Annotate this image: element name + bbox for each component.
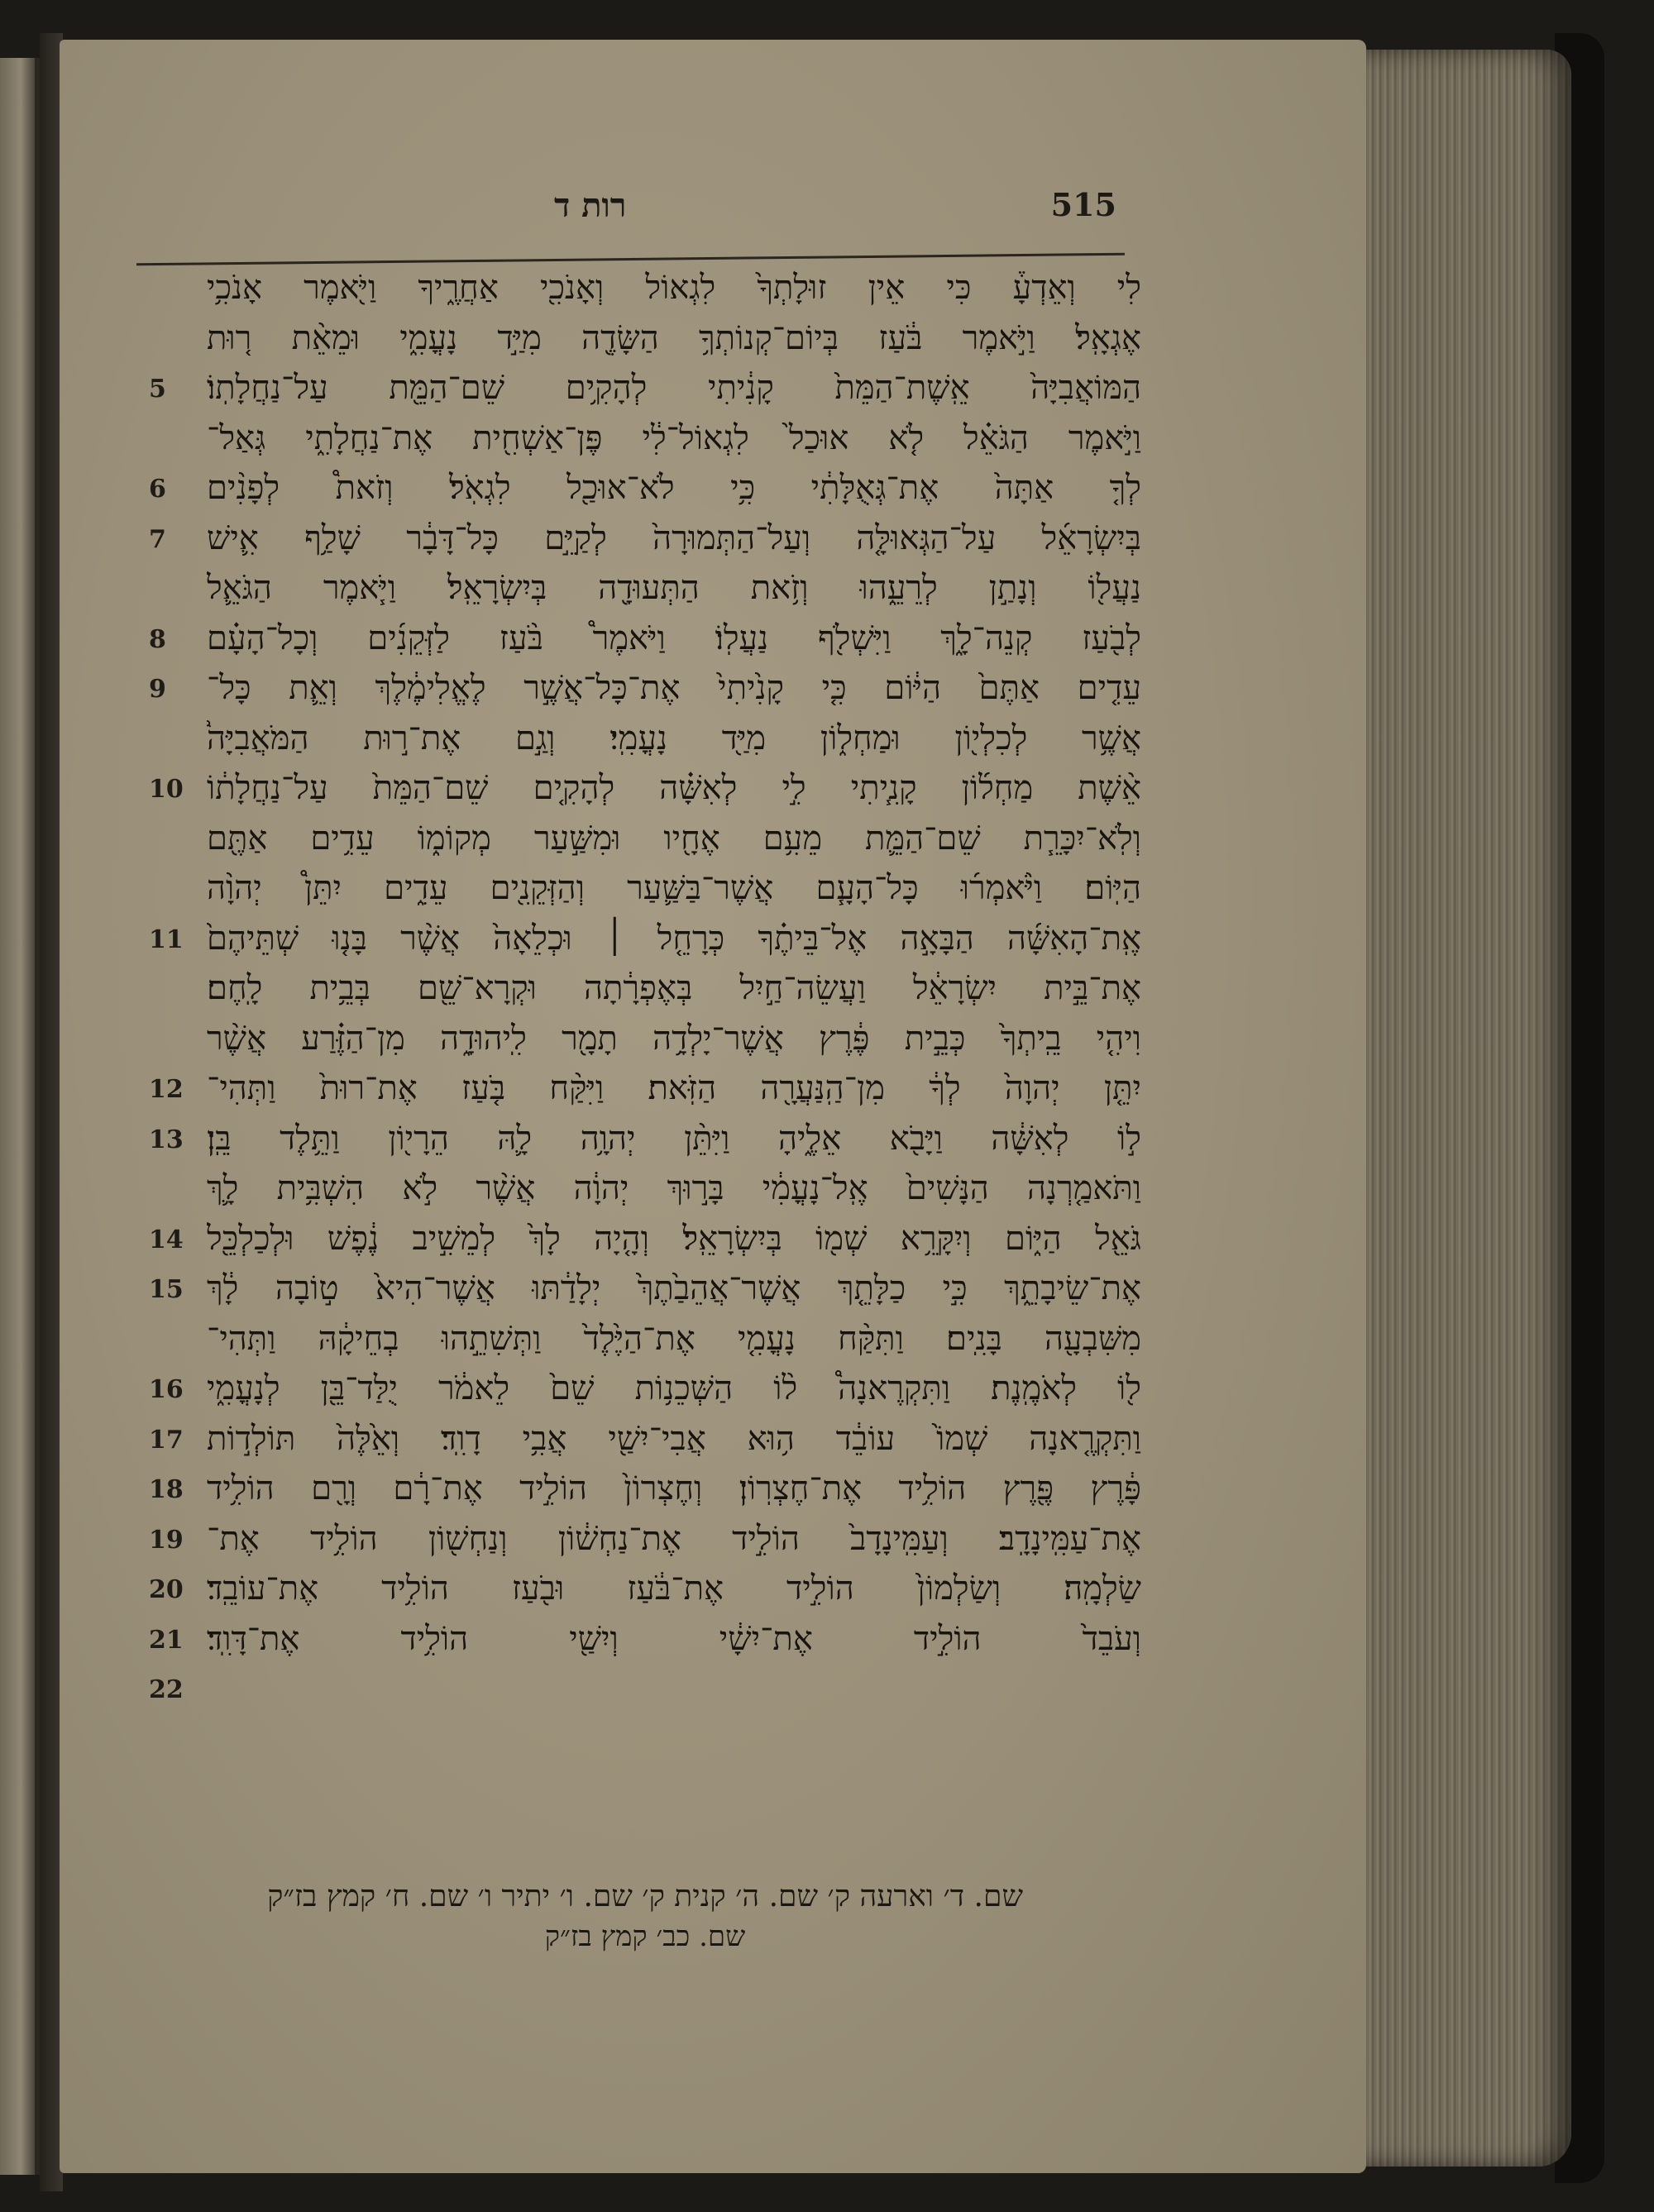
previous-page-edge: [0, 58, 40, 2175]
verse-line-text: גֹּאֵ֖ל הַיּ֑וֹם וְיִקָּרֵ֥א שְׁמ֖וֹ בְּיִשְׂרָאֵֽל׃ וְהָ֤יָה לָךְ֙ לְמֵשִׁ֣יב נֶ֔פֶשׁ וּלְכַלְכֵּ֖ל: [207, 1219, 1141, 1258]
verse-number: 7: [149, 524, 166, 554]
masoretic-notes: [182, 1877, 1108, 1956]
text-line: [149, 1063, 1141, 1114]
verse-number: 21: [149, 1625, 184, 1655]
verse-line-text: שַׂלְמָֽה׃ וְשַׂלְמוֹן֙ הוֹלִ֣יד אֶת־בֹּ֔עַז וּבֹ֖עַז הוֹלִ֥יד אֶת־עוֹבֵֽד׃: [207, 1569, 1141, 1608]
text-line: [149, 814, 1141, 864]
verse-line-text: אֲשֶׁ֥ר לְכִלְי֖וֹן וּמַחְל֑וֹן מִיַּ֖ד נָעֳמִֽי׃ וְגַ֣ם אֶת־ר֣וּת הַמֹּאֲבִיָּה֩: [207, 719, 1141, 757]
text-line: [149, 614, 1141, 664]
verse-line-text: נַעֲל֖וֹ וְנָתַ֣ן לְרֵעֵ֑הוּ וְזֹ֥את הַתְּעוּדָ֖ה בְּיִשְׂרָאֵֽל׃ וַיֹּ֧אמֶר הַגֹּאֵ֛ל: [207, 569, 1141, 607]
verse-text-block: [149, 263, 1141, 1714]
text-line: [149, 914, 1141, 964]
verse-number: 11: [149, 924, 184, 954]
note-line: שם. ד׳ וארעה ק׳ שם. ה׳ קנית ק׳ שם. ו׳ יתיר ו׳ שם. ח׳ קמץ בז״ק: [267, 1880, 1023, 1913]
text-line: [149, 714, 1141, 764]
verse-number: 13: [149, 1125, 184, 1154]
verse-line-text: אֶת־שֵׂיבָתֵ֑ךְ כִּ֣י כַלָּתֵ֤ךְ אֲשֶׁר־אֲהֵבַ֙תֶךְ֙ יְלָדַ֔תּוּ אֲשֶׁר־הִיא֙ ט֣וֹבָה לָ֔ךְ: [207, 1269, 1141, 1307]
verse-line-text: לְךָ֤ אַתָּה֙ אֶת־גְּאֻלָּתִ֔י כִּ֥י לֹא־אוּכַ֖ל לִגְאֹֽל׃ וְזֹאת֩ לְפָנִ֨ים: [207, 469, 1141, 507]
verse-line-text: ל֖וֹ לְאֹמֶֽנֶת׃ וַתִּקְרֶאנָה֩ ל֨וֹ הַשְּׁכֵנ֥וֹת שֵׁם֙ לֵאמֹ֔ר יֻלַּד־בֵּ֖ן לְנָעֳמִ֑י: [207, 1369, 1141, 1407]
verse-number: 14: [149, 1225, 184, 1254]
text-line: [149, 1114, 1141, 1164]
text-line: [149, 1564, 1141, 1614]
verse-line-text: וְלֹֽא־יִכָּרֵ֧ת שֵׁם־הַמֵּ֛ת מֵעִ֥ם אֶחָ֖יו וּמִשַּׁ֣עַר מְקוֹמ֑וֹ עֵדִ֥ים אַתֶּ֖ם: [207, 819, 1141, 858]
verse-line-text: אֶת־בֵּ֣ית יִשְׂרָאֵ֔ל וַעֲשֵׂה־חַ֣יִל בְּאֶפְרָ֔תָה וּקְרָא־שֵׁ֖ם בְּבֵ֥ית לָֽחֶם׃: [207, 969, 1141, 1007]
text-line: [149, 663, 1141, 714]
text-line: [149, 1414, 1141, 1464]
text-line: [149, 363, 1141, 413]
text-line: [149, 1464, 1141, 1514]
verse-line-text: וַתִּקְרֶ֤אנָה שְׁמוֹ֙ עוֹבֵ֔ד ה֥וּא אֲבִי־יִשַׁ֖י אֲבִ֥י דָוִֽד׃ וְאֵ֙לֶּה֙ תּוֹלְד֣וֹת: [207, 1419, 1141, 1458]
text-line: [149, 1264, 1141, 1314]
text-line: [149, 563, 1141, 614]
verse-line-text: עֵדִ֤ים אַתֶּם֙ הַיּ֔וֹם כִּ֤י קָנִ֙יתִי֙ אֶת־כָּל־אֲשֶׁ֣ר לֶאֱלִימֶ֔לֶךְ וְאֵ֛ת כָּל־: [207, 669, 1141, 707]
text-line: [149, 463, 1141, 514]
verse-number: 9: [149, 675, 166, 704]
verse-number: 15: [149, 1275, 184, 1304]
verse-number: 20: [149, 1575, 184, 1604]
verse-line-text: אֶת־עַמִּֽינָדָֽב׃ וְעַמִּֽינָדָב֙ הוֹלִ֣יד אֶת־נַחְשׁ֔וֹן וְנַחְשׁ֖וֹן הוֹלִ֥יד אֶת־: [207, 1519, 1141, 1558]
verse-line-text: וִיהִ֤י בֵֽיתְךָ֙ כְּבֵ֣ית פֶּ֔רֶץ אֲשֶׁר־יָלְדָ֥ה תָמָ֖ר לִֽיהוּדָ֑ה מִן־הַזֶּ֗רַע אֲשֶׁ֨ר: [207, 1019, 1141, 1058]
text-line: [149, 763, 1141, 814]
running-head: רות ד: [554, 186, 627, 225]
text-line: [149, 263, 1141, 313]
verse-line-text: הַמּוֹאֲבִיָּה֙ אֵֽשֶׁת־הַמֵּת֙ קָנִ֔יתִי לְהָקִ֥ים שֵׁם־הַמֵּ֖ת עַל־נַחֲלָתֽוֹ׃: [207, 369, 1141, 407]
text-line: [149, 1214, 1141, 1264]
verse-line-text: אֶגְאָֽל׃ וַיֹּ֣אמֶר בֹּ֔עַז בְּיוֹם־קְנוֹתְךָ֥ הַשָּׂדֶ֖ה מִיַּ֣ד נָעֳמִ֑י וּמֵאֵ֨ת ר֤וּת: [207, 318, 1141, 357]
page-number: 515: [1050, 186, 1116, 223]
verse-number: 8: [149, 624, 166, 654]
verse-line-text: יִתֵּ֤ן יְהוָה֙ לְךָ֔ מִן־הַֽנַּעֲרָ֖ה הַזֹּֽאת׃ וַיִּקַּ֨ח בֹּ֤עַז אֶת־רוּת֙ וַתְּהִי־: [207, 1069, 1141, 1107]
verse-line-text: פָּ֔רֶץ פֶּ֖רֶץ הוֹלִ֥יד אֶת־חֶצְרֽוֹן׃ וְחֶצְרוֹן֙ הוֹלִ֣יד אֶת־רָ֔ם וְרָ֖ם הוֹלִ֥יד: [207, 1469, 1141, 1507]
verse-line-text: בְּיִשְׂרָאֵ֜ל עַל־הַגְּאוּלָּ֤ה וְעַל־הַתְּמוּרָה֙ לְקַיֵּ֣ם כָּל־דָּבָ֔ר שָׁלַ֥ף אִ֛ישׁ: [207, 518, 1141, 557]
text-line: [149, 1163, 1141, 1214]
text-line: [149, 1664, 1141, 1714]
text-line: [149, 413, 1141, 464]
verse-line-text: לְבֹ֖עַז קְנֵה־לָ֑ךְ וַיִּשְׁלֹ֖ף נַעֲלֽוֹ׃ וַיֹּאמֶר֩ בֹּ֨עַז לַזְּקֵנִ֜ים וְכָל־הָעָ֗ם: [207, 619, 1141, 657]
text-line: [149, 963, 1141, 1014]
verse-line-text: וַתֹּאמַ֤רְנָה הַנָּשִׁים֙ אֶֽל־נָעֳמִ֔י בָּר֣וּךְ יְהוָ֔ה אֲשֶׁ֨ר לֹ֣א הִשְׁבִּ֥ית לָ֛ךְ: [207, 1169, 1141, 1207]
text-line: [149, 1614, 1141, 1665]
verse-line-text: ל֣וֹ לְאִשָּׁ֔ה וַיָּבֹ֖א אֵלֶ֑יהָ וַיִּתֵּ֨ן יְהוָ֥ה לָ֛הּ הֵרָי֖וֹן וַתֵּ֥לֶד בֵּֽן׃: [207, 1119, 1141, 1158]
verse-number: 16: [149, 1375, 184, 1404]
verse-line-text: וַיֹּ֣אמֶר הַגֹּאֵ֗ל לֹ֤א אוּכַל֙ לִגְאוֹל־לִ֔י פֶּן־אַשְׁחִ֖ית אֶת־נַחֲלָתִ֑י גְּאַל־: [207, 418, 1141, 457]
text-line: [149, 1514, 1141, 1565]
verse-number: 18: [149, 1475, 184, 1504]
verse-number: 10: [149, 775, 184, 804]
verse-line-text: מִשִּׁבְעָ֖ה בָּנִֽים׃ וַתִּקַּ֨ח נָעֳמִ֤י אֶת־הַיֶּ֙לֶד֙ וַתְּשִׁתֵ֣הוּ בְחֵיקָ֔הּ וַתְּהִי־: [207, 1319, 1141, 1358]
text-line: [149, 863, 1141, 914]
text-line: [149, 514, 1141, 564]
verse-number: 19: [149, 1525, 184, 1555]
text-line: [149, 1314, 1141, 1364]
verse-line-text: הַיּֽוֹם׃ וַיֹּ֨אמְר֜וּ כָּל־הָעָ֧ם אֲשֶׁר־בַּשַּׁ֛עַר וְהַזְּקֵנִ֖ים עֵדִ֑ים יִתֵּן֩ יְהוָ֨ה: [207, 869, 1141, 907]
verse-number: 17: [149, 1425, 184, 1455]
text-line: [149, 313, 1141, 364]
note-line: שם. כב׳ קמץ בז״ק: [544, 1920, 746, 1953]
text-line: [149, 1014, 1141, 1064]
verse-line-text: וְעֹבֵד֙ הוֹלִ֣יד אֶת־יִשָׁ֔י וְיִשַׁ֖י הוֹלִ֥יד אֶת־דָּוִֽד׃: [207, 1619, 1141, 1658]
verse-line-text: אֶֽת־הָאִשָּׁ֜ה הַבָּאָ֣ה אֶל־בֵּיתֶ֗ךָ כְּרָחֵ֤ל ׀ וּכְלֵאָה֙ אֲשֶׁ֨ר בָּנ֤וּ שְׁתֵּיהֶם֙: [207, 919, 1141, 958]
verse-number: 6: [149, 475, 166, 504]
verse-number: 5: [149, 375, 166, 404]
verse-number: 22: [149, 1675, 184, 1704]
verse-number: 12: [149, 1075, 184, 1104]
verse-line-text: לִי וְאֵדְעָ֒ כִּי אֵין זוּלָתְךָ֙ לִגְאוֹל וְאָנֹכִ֖י אַחֲרֶ֑יךָ וַיֹּ֖אמֶר אָנֹכִ֥י: [207, 269, 1141, 307]
text-line: [149, 1364, 1141, 1414]
page-header: [165, 186, 1116, 244]
verse-line-text: אֵ֨שֶׁת מַחְל֜וֹן קָנִ֧יתִי לִ֣י לְאִשָּׁ֗ה לְהָקִ֤ים שֵׁם־הַמֵּת֙ עַל־נַחֲלָת֔וֹ: [207, 769, 1141, 807]
